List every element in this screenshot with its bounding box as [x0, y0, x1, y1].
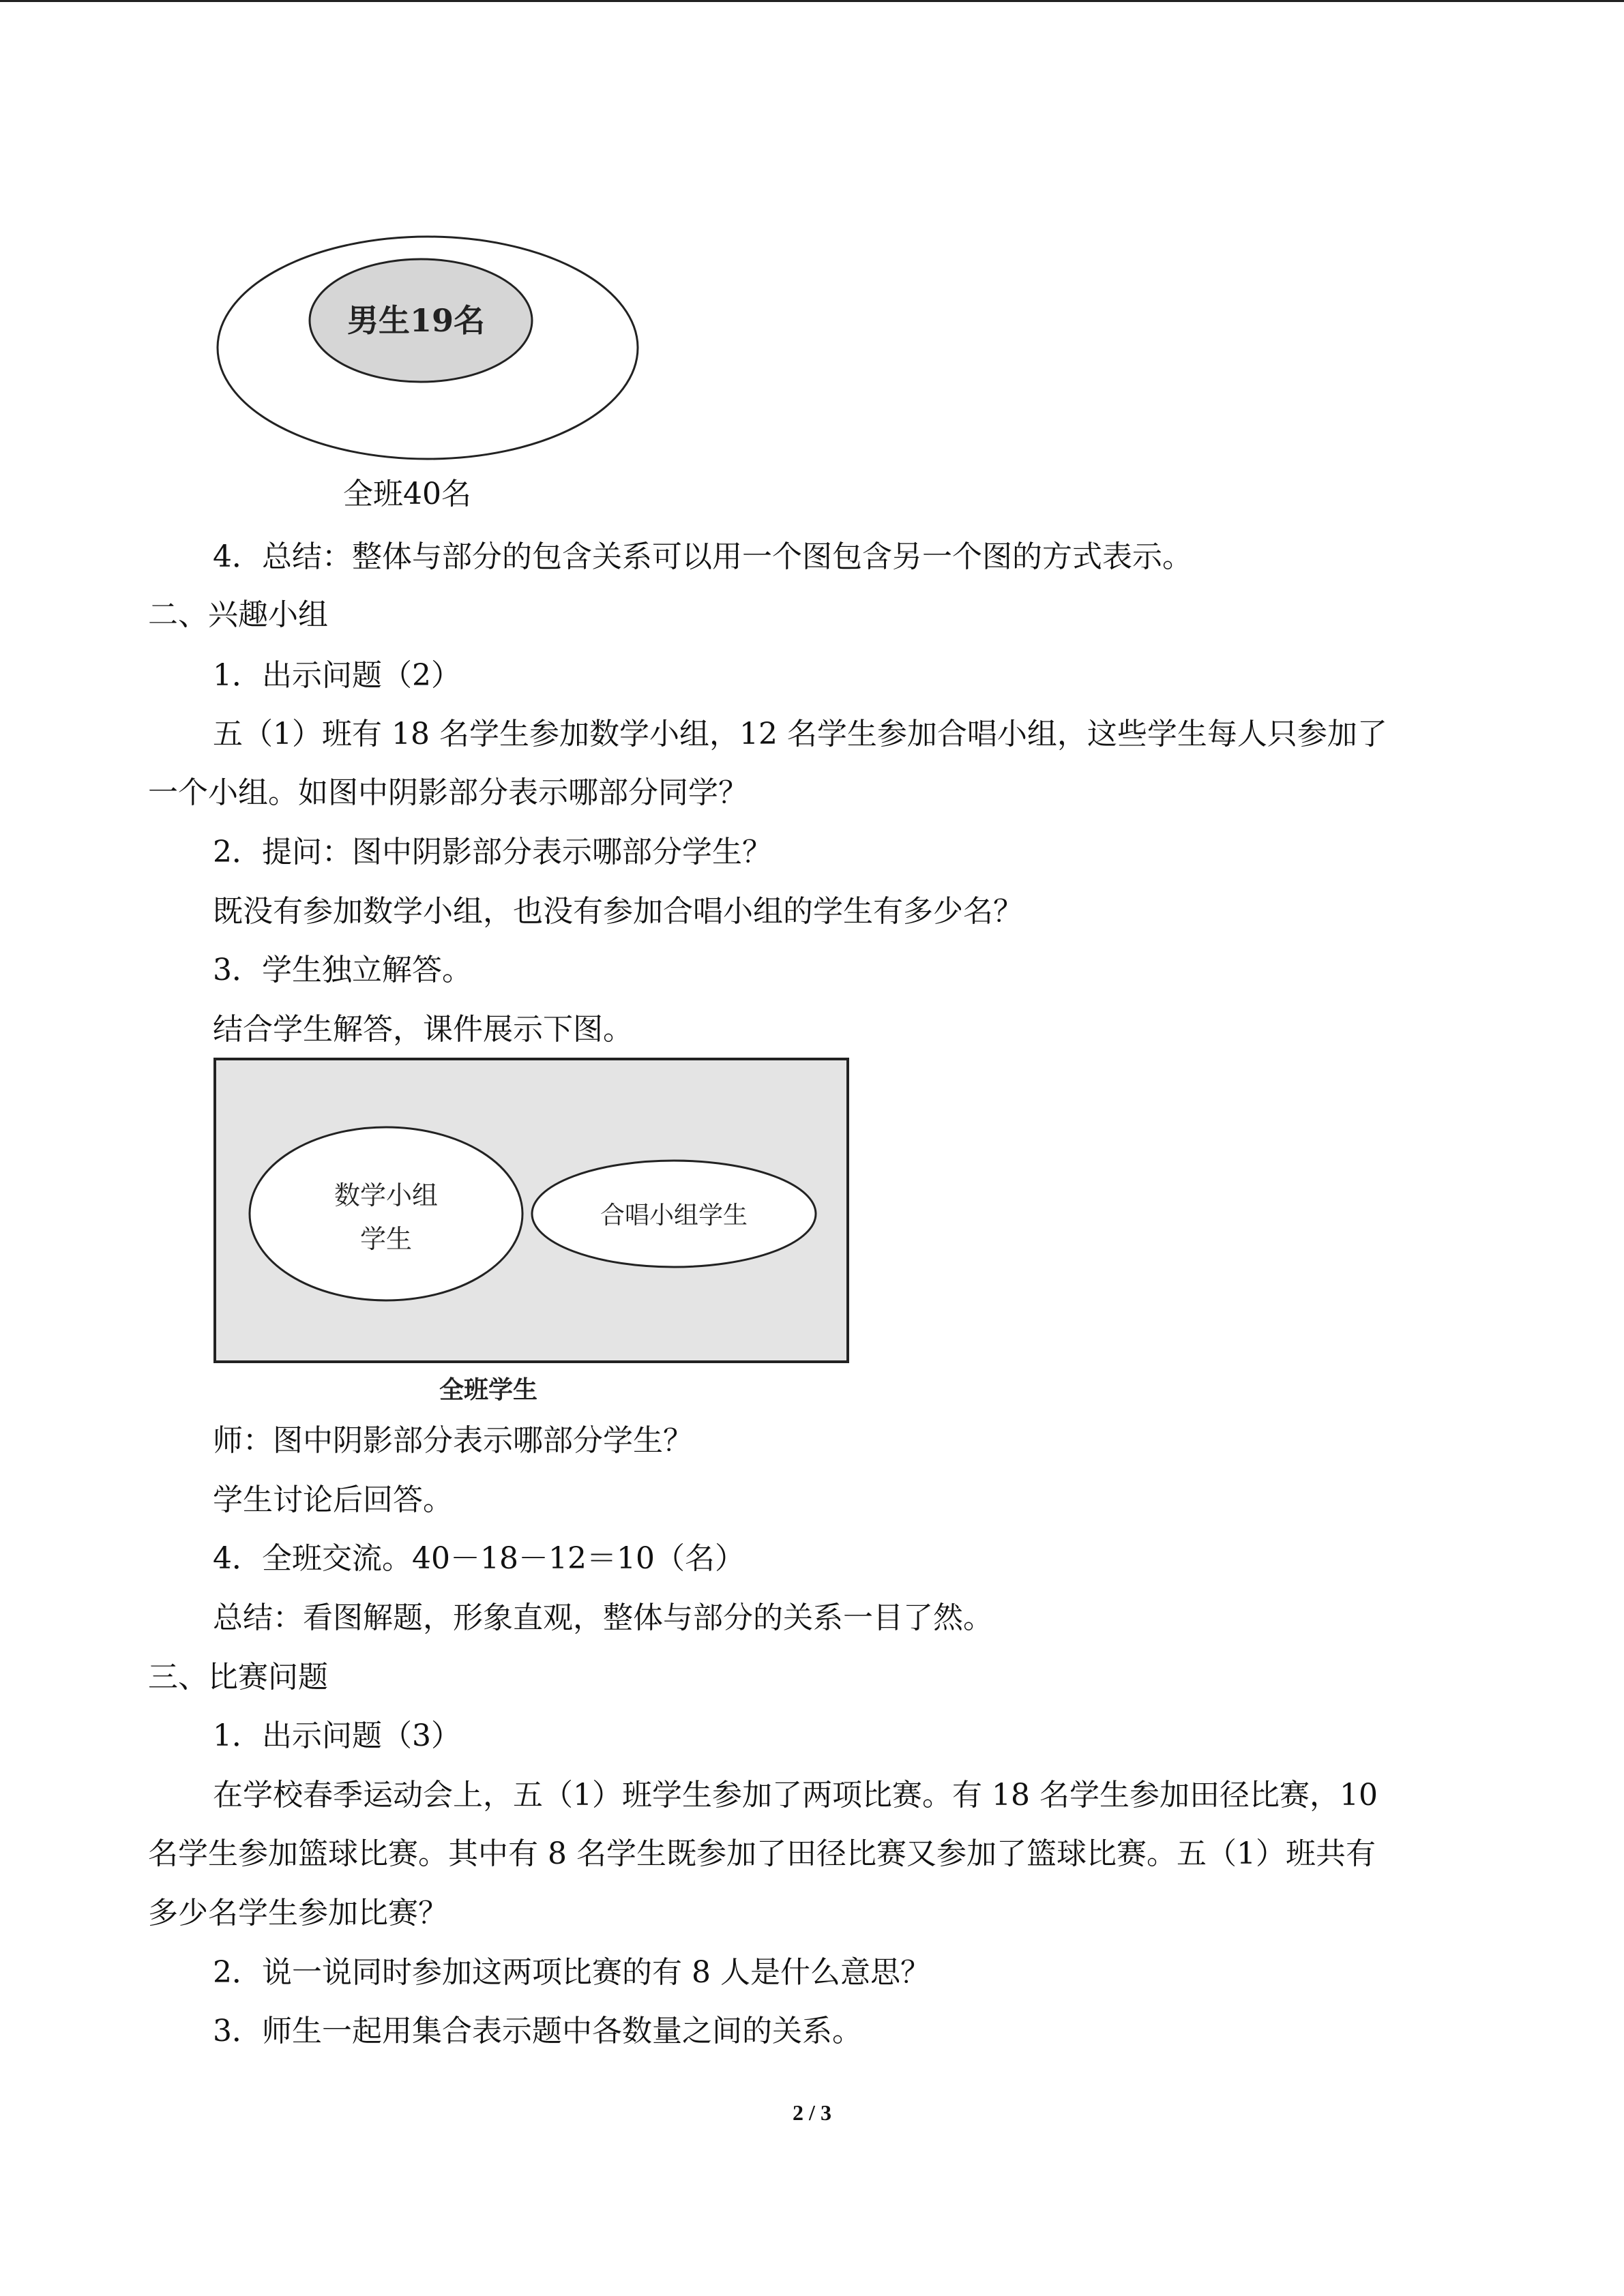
section2-summary: 总结：看图解题，形象直观，整体与部分的关系一目了然。: [213, 1600, 993, 1635]
summary-line: 4．总结：整体与部分的包含关系可以用一个图包含另一个图的方式表示。: [213, 539, 1192, 574]
section2-step1: 1．出示问题（2）: [213, 658, 461, 693]
section2-problem-line2: 一个小组。如图中阴影部分表示哪部分同学？: [148, 775, 748, 810]
figure-venn-rectangle: [213, 1057, 851, 1405]
teacher-question: 师：图中阴影部分表示哪部分学生？: [213, 1423, 693, 1458]
math-group-ellipse: [250, 1127, 522, 1300]
math-group-label-line1: 数学小组: [334, 1180, 439, 1210]
section2-step4: 4．全班交流。40－18－12＝10（名）: [213, 1541, 745, 1576]
figure2-caption: 全班学生: [439, 1375, 538, 1404]
section2-show-figure: 结合学生解答，课件展示下图。: [213, 1012, 633, 1047]
section3-problem-line3: 多少名学生参加比赛？: [148, 1896, 448, 1930]
section2-problem-line1: 五（1）班有 18 名学生参加数学小组，12 名学生参加合唱小组，这些学生每人只参加了: [213, 717, 1387, 751]
section2-heading: 二、兴趣小组: [148, 597, 328, 632]
section3-step1: 1．出示问题（3）: [213, 1718, 461, 1753]
section2-question: 既没有参加数学小组，也没有参加合唱小组的学生有多少名？: [213, 894, 1023, 929]
section3-problem-line2: 名学生参加篮球比赛。其中有 8 名学生既参加了田径比赛又参加了篮球比赛。五（1）班共有: [148, 1836, 1376, 1871]
figure1-caption: 全班40名: [343, 477, 471, 511]
page-number: 2 / 3: [793, 2100, 831, 2125]
section3-step3: 3．师生一起用集合表示题中各数量之间的关系。: [213, 2014, 862, 2048]
top-border: [0, 0, 1624, 2]
section3-problem-line1: 在学校春季运动会上，五（1）班学生参加了两项比赛。有 18 名学生参加田径比赛，10: [213, 1778, 1378, 1813]
student-answer: 学生讨论后回答。: [213, 1482, 453, 1517]
figure-nested-ellipses: [211, 232, 648, 464]
inner-ellipse-label: 男生19名: [346, 302, 486, 339]
math-group-label-line2: 学生: [359, 1224, 413, 1254]
section3-step2: 2．说一说同时参加这两项比赛的有 8 人是什么意思？: [213, 1955, 930, 1990]
section2-step2: 2．提问：图中阴影部分表示哪部分学生？: [213, 835, 772, 869]
choir-group-label: 合唱小组学生: [600, 1202, 748, 1229]
section2-step3: 3．学生独立解答。: [213, 953, 472, 987]
section3-heading: 三、比赛问题: [148, 1660, 328, 1695]
